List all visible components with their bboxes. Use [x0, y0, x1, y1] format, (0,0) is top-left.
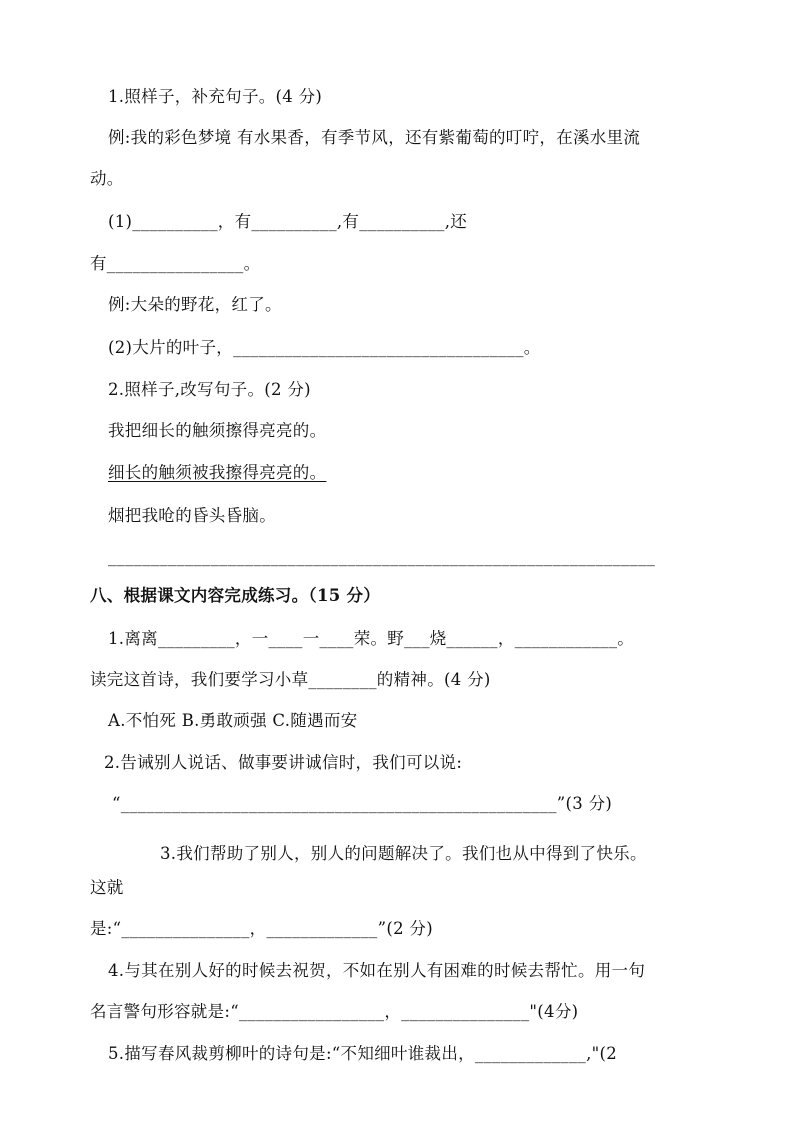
q8-2-line1: 2.告诫别人说话、做事要讲诚信时，我们可以说:: [104, 753, 463, 772]
q8-5-line1: 5.描写春风裁剪柳叶的诗句是:“不知细叶谁裁出，_____________,"(2: [108, 1044, 618, 1063]
q7-2-heading: 2.照样子,改写句子。(2 分): [108, 380, 311, 399]
q8-3-line2: 这就: [90, 878, 124, 897]
q7-1-item1-line2: 有________________。: [90, 254, 261, 273]
q8-4-line2: 名言警句形容就是:“_________________，_______________"(4分): [90, 1002, 579, 1021]
q8-2-line2: “___________________________________________________”(3 分): [112, 794, 613, 813]
section-8-title: 八、根据课文内容完成练习。（15 分）: [90, 586, 381, 605]
q8-1-options: A.不怕死 B.勇敢顽强 C.随遇而安: [108, 711, 358, 730]
q7-1-item2: (2)大片的叶子，__________________________________。: [108, 338, 541, 357]
q8-1-line1: 1.离离_________，一____一____荣。野___烧______，____________。: [108, 629, 635, 648]
q7-2-task-sentence: 烟把我呛的昏头昏脑。: [108, 506, 276, 525]
q7-1-example1-line2: 动。: [90, 169, 124, 188]
q7-1-example2: 例:大朵的野花，红了。: [108, 295, 282, 314]
q7-1-heading: 1.照样子，补充句子。(4 分): [108, 87, 323, 106]
q8-3-line1: 3.我们帮助了别人，别人的问题解决了。我们也从中得到了快乐。: [160, 844, 647, 863]
q7-2-answer-line: ________________________________________________________________: [108, 547, 656, 566]
q7-2-original-sentence: 我把细长的触须擦得亮亮的。: [108, 421, 327, 440]
q8-3-line3: 是:“_______________，_____________”(2 分): [90, 919, 433, 938]
q7-1-example1-line1: 例:我的彩色梦境 有水果香，有季节风，还有紫葡萄的叮咛，在溪水里流: [108, 128, 641, 147]
q8-4-line1: 4.与其在别人好的时候去祝贺，不如在别人有困难的时候去帮忙。用一句: [108, 961, 646, 980]
q7-1-item1-line1: (1)__________，有__________,有__________,还: [108, 212, 468, 231]
q8-1-line2: 读完这首诗，我们要学习小草________的精神。(4 分): [90, 670, 491, 689]
q7-2-rewritten-example: 细长的触须被我擦得亮亮的。: [108, 463, 327, 482]
